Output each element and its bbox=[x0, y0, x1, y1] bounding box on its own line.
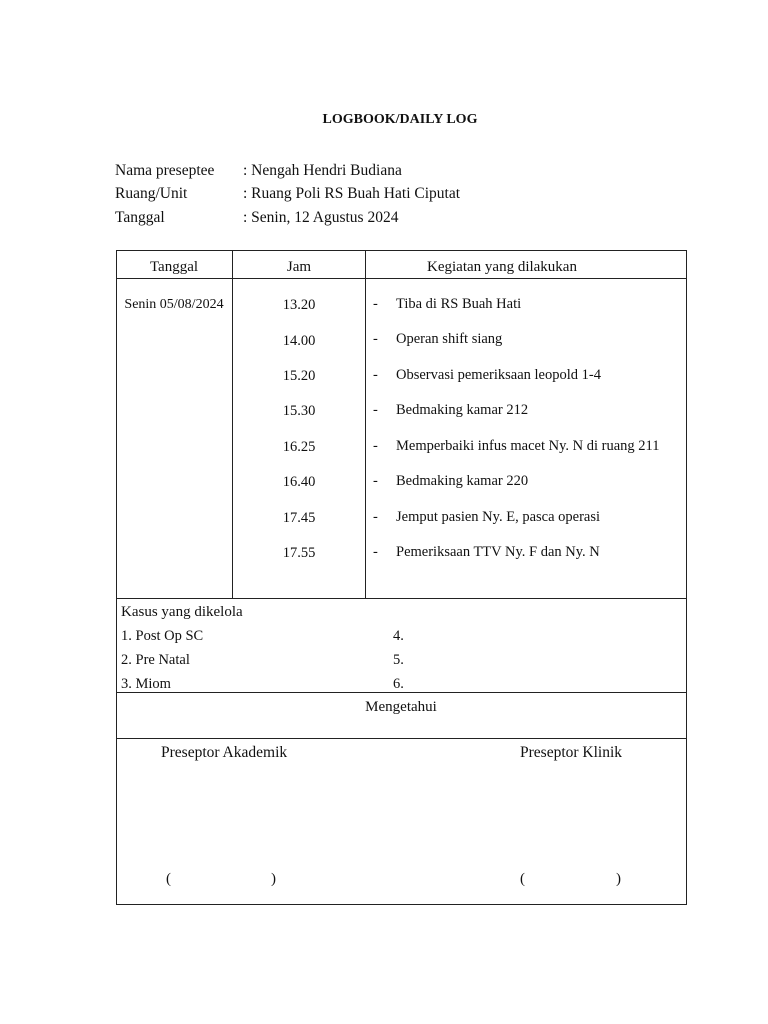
info-label-ruang: Ruang/Unit bbox=[115, 185, 188, 202]
row-bullet: - bbox=[373, 544, 378, 560]
row-activity: Observasi pemeriksaan leopold 1-4 bbox=[396, 367, 601, 383]
log-date: Senin 05/08/2024 bbox=[124, 297, 224, 312]
header-jam: Jam bbox=[286, 259, 312, 275]
signature-paren-close-right: ) bbox=[616, 871, 621, 887]
table-col-divider-2 bbox=[365, 250, 366, 598]
row-bullet: - bbox=[373, 367, 378, 383]
header-kegiatan: Kegiatan yang dilakukan bbox=[427, 259, 577, 275]
table-border-right bbox=[686, 250, 687, 905]
table-border-top bbox=[116, 250, 687, 251]
info-label-tanggal: Tanggal bbox=[115, 209, 165, 226]
info-value-nama: : Nengah Hendri Budiana bbox=[243, 162, 402, 179]
row-time: 17.55 bbox=[282, 545, 316, 561]
row-activity: Tiba di RS Buah Hati bbox=[396, 296, 522, 312]
row-activity: Bedmaking kamar 220 bbox=[396, 473, 529, 489]
row-time: 16.25 bbox=[282, 439, 316, 455]
table-header-divider bbox=[116, 278, 687, 279]
row-bullet: - bbox=[373, 509, 378, 525]
kasus-item: 5. bbox=[393, 652, 404, 668]
table-border-bottom bbox=[116, 904, 687, 905]
row-activity: Bedmaking kamar 212 bbox=[396, 402, 529, 418]
signer-academic: Preseptor Akademik bbox=[161, 744, 288, 761]
kasus-item: 6. bbox=[393, 676, 404, 692]
row-activity: Operan shift siang bbox=[396, 331, 503, 347]
table-border-left bbox=[116, 250, 117, 905]
info-value-ruang: : Ruang Poli RS Buah Hati Ciputat bbox=[243, 185, 461, 202]
signature-paren-close-left: ) bbox=[271, 871, 276, 887]
kasus-item: 3. Miom bbox=[121, 676, 171, 692]
row-activity: Pemeriksaan TTV Ny. F dan Ny. N bbox=[396, 544, 600, 560]
signature-paren-open-right: ( bbox=[520, 871, 525, 887]
document-title: LOGBOOK/DAILY LOG bbox=[322, 112, 478, 127]
kasus-item: 1. Post Op SC bbox=[121, 628, 204, 644]
row-bullet: - bbox=[373, 438, 378, 454]
info-label-nama: Nama preseptee bbox=[115, 162, 215, 179]
row-time: 16.40 bbox=[282, 474, 316, 490]
row-time: 17.45 bbox=[282, 510, 316, 526]
row-bullet: - bbox=[373, 473, 378, 489]
row-activity: Memperbaiki infus macet Ny. N di ruang 211 bbox=[396, 438, 660, 454]
row-bullet: - bbox=[373, 331, 378, 347]
kasus-item: 2. Pre Natal bbox=[121, 652, 190, 668]
header-tanggal: Tanggal bbox=[149, 259, 199, 275]
row-time: 14.00 bbox=[282, 333, 316, 349]
row-bullet: - bbox=[373, 402, 378, 418]
signer-clinic: Preseptor Klinik bbox=[520, 744, 623, 761]
info-value-tanggal: : Senin, 12 Agustus 2024 bbox=[243, 209, 399, 226]
row-time: 15.30 bbox=[282, 403, 316, 419]
row-bullet: - bbox=[373, 296, 378, 312]
row-time: 13.20 bbox=[282, 297, 316, 313]
row-activity: Jemput pasien Ny. E, pasca operasi bbox=[396, 509, 601, 525]
signature-paren-open-left: ( bbox=[166, 871, 171, 887]
kasus-title: Kasus yang dikelola bbox=[121, 604, 243, 620]
kasus-divider bbox=[116, 598, 687, 599]
kasus-item: 4. bbox=[393, 628, 404, 644]
approval-title: Mengetahui bbox=[365, 699, 437, 715]
row-time: 15.20 bbox=[282, 368, 316, 384]
signature-divider bbox=[116, 738, 687, 739]
